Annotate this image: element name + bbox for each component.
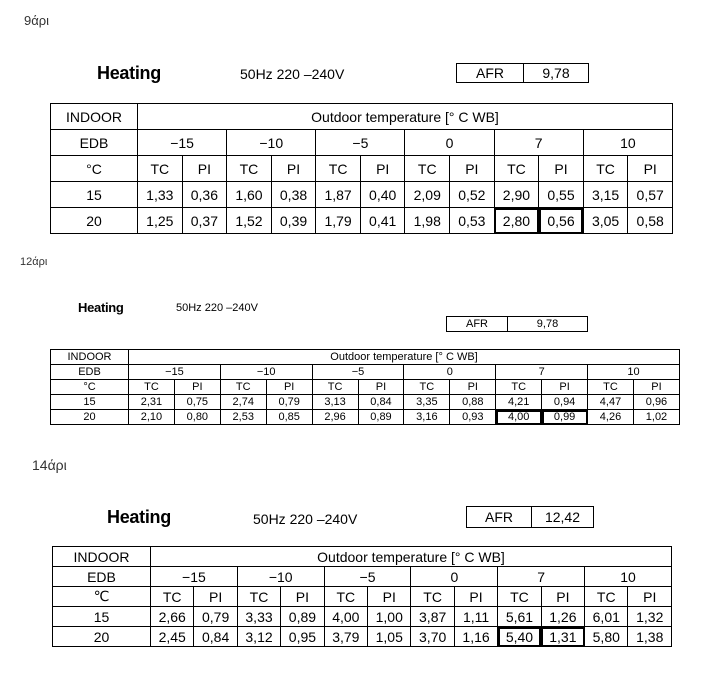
value-cell: 3,70 xyxy=(411,627,454,647)
value-cell: 2,53 xyxy=(220,410,266,425)
value-cell: 0,39 xyxy=(271,208,316,234)
value-cell: 0,95 xyxy=(281,627,324,647)
table-row xyxy=(51,410,680,425)
value-cell: 0,84 xyxy=(194,627,237,647)
edb-header: EDB xyxy=(51,130,138,156)
temp-header: 7 xyxy=(494,130,583,156)
value-cell: 5,80 xyxy=(585,627,628,647)
tc-header: TC xyxy=(324,587,367,607)
edb-header: EDB xyxy=(51,365,129,380)
value-cell: 3,16 xyxy=(404,410,450,425)
value-cell: 2,10 xyxy=(129,410,175,425)
value-cell: 5,61 xyxy=(498,607,541,627)
value-cell: 3,13 xyxy=(312,395,358,410)
value-cell: 1,11 xyxy=(454,607,497,627)
value-cell: 1,00 xyxy=(368,607,411,627)
value-cell: 2,31 xyxy=(129,395,175,410)
afr-value: 12,42 xyxy=(544,509,581,525)
tc-header: TC xyxy=(496,380,542,395)
value-cell: 0,79 xyxy=(266,395,312,410)
table-row xyxy=(53,627,672,647)
tc-header: TC xyxy=(498,587,541,607)
indoor-cell: 20 xyxy=(51,410,129,425)
highlighted-value-cell: 5,40 xyxy=(498,627,541,647)
value-cell: 0,55 xyxy=(539,182,584,208)
value-cell: 1,87 xyxy=(316,182,361,208)
value-cell: 0,96 xyxy=(633,395,679,410)
table-row xyxy=(51,208,673,234)
tc-header: TC xyxy=(129,380,175,395)
tcpi-row xyxy=(51,156,673,182)
temps-row xyxy=(51,130,673,156)
highlighted-value-cell: 4,00 xyxy=(496,410,542,425)
value-cell: 0,36 xyxy=(182,182,227,208)
value-cell: 0,53 xyxy=(450,208,495,234)
temp-header: 0 xyxy=(404,365,496,380)
tc-header: TC xyxy=(237,587,280,607)
temps-row xyxy=(53,567,672,587)
temp-header: −5 xyxy=(312,365,404,380)
section-label-9: 9άρι xyxy=(24,13,50,28)
tc-header: TC xyxy=(151,587,194,607)
value-cell: 2,66 xyxy=(151,607,194,627)
value-cell: 1,25 xyxy=(138,208,183,234)
highlighted-value-cell: 0,99 xyxy=(542,410,588,425)
unit-header: °C xyxy=(51,380,129,395)
afr-label: AFR xyxy=(457,64,524,82)
highlighted-value-cell: 0,56 xyxy=(539,208,584,234)
value-cell: 0,40 xyxy=(360,182,405,208)
value-cell: 1,26 xyxy=(541,607,584,627)
value-cell: 3,12 xyxy=(237,627,280,647)
afr-box xyxy=(446,316,588,332)
tc-header: TC xyxy=(588,380,634,395)
pi-header: PI xyxy=(450,156,495,182)
value-cell: 0,57 xyxy=(628,182,673,208)
unit-header: ℃ xyxy=(53,587,151,607)
afr-value: 9,78 xyxy=(536,318,559,330)
value-cell: 0,85 xyxy=(266,410,312,425)
value-cell: 0,93 xyxy=(450,410,496,425)
section-label-12: 12άρι xyxy=(20,256,48,268)
indoor-cell: 15 xyxy=(51,395,129,410)
power-spec: 50Hz 220 –240V xyxy=(253,511,358,527)
value-cell: 4,00 xyxy=(324,607,367,627)
temp-header: −15 xyxy=(151,567,238,587)
value-cell: 0,79 xyxy=(194,607,237,627)
highlighted-value-cell: 1,31 xyxy=(541,627,584,647)
pi-header: PI xyxy=(628,587,672,607)
afr-label: AFR xyxy=(447,317,508,331)
value-cell: 1,02 xyxy=(633,410,679,425)
value-cell: 0,58 xyxy=(628,208,673,234)
value-cell: 0,94 xyxy=(542,395,588,410)
table-header-row xyxy=(51,350,680,365)
pi-header: PI xyxy=(633,380,679,395)
value-cell: 4,21 xyxy=(496,395,542,410)
table-header-row xyxy=(51,104,673,130)
temp-header: 10 xyxy=(585,567,672,587)
table-header-row xyxy=(53,547,672,567)
indoor-cell: 15 xyxy=(51,182,138,208)
heating-title: Heating xyxy=(107,507,171,527)
unit-header: °C xyxy=(51,156,138,182)
value-cell: 3,15 xyxy=(583,182,628,208)
tc-header: TC xyxy=(411,587,454,607)
value-cell: 1,79 xyxy=(316,208,361,234)
value-cell: 1,05 xyxy=(368,627,411,647)
edb-header: EDB xyxy=(53,567,151,587)
tc-header: TC xyxy=(312,380,358,395)
outdoor-temp-header: Outdoor temperature [° C WB] xyxy=(129,350,680,365)
tc-header: TC xyxy=(585,587,628,607)
power-spec: 50Hz 220 –240V xyxy=(176,302,258,314)
indoor-cell: 20 xyxy=(53,627,151,647)
value-cell: 1,16 xyxy=(454,627,497,647)
value-cell: 0,84 xyxy=(358,395,404,410)
value-cell: 0,89 xyxy=(358,410,404,425)
tc-header: TC xyxy=(316,156,361,182)
afr-box xyxy=(456,63,589,83)
pi-header: PI xyxy=(360,156,405,182)
table-row xyxy=(51,182,673,208)
value-cell: 2,45 xyxy=(151,627,194,647)
value-cell: 1,52 xyxy=(227,208,272,234)
temp-header: −5 xyxy=(324,567,411,587)
temp-header: 0 xyxy=(411,567,498,587)
value-cell: 3,33 xyxy=(237,607,280,627)
value-cell: 1,32 xyxy=(628,607,672,627)
tc-header: TC xyxy=(227,156,272,182)
power-spec: 50Hz 220 –240V xyxy=(240,66,345,82)
tc-header: TC xyxy=(405,156,450,182)
temp-header: −15 xyxy=(138,130,227,156)
value-cell: 0,41 xyxy=(360,208,405,234)
indoor-header: INDOOR xyxy=(53,547,151,567)
value-cell: 2,09 xyxy=(405,182,450,208)
heating-table xyxy=(52,546,672,647)
value-cell: 0,80 xyxy=(174,410,220,425)
section-label-14: 14άρι xyxy=(32,457,67,473)
afr-box xyxy=(466,506,594,528)
value-cell: 3,05 xyxy=(583,208,628,234)
table-row xyxy=(51,395,680,410)
heating-table xyxy=(50,349,680,425)
pi-header: PI xyxy=(454,587,497,607)
value-cell: 0,37 xyxy=(182,208,227,234)
heating-title: Heating xyxy=(78,300,124,315)
value-cell: 3,87 xyxy=(411,607,454,627)
tcpi-row xyxy=(53,587,672,607)
indoor-cell: 15 xyxy=(53,607,151,627)
tcpi-row xyxy=(51,380,680,395)
pi-header: PI xyxy=(628,156,673,182)
value-cell: 2,74 xyxy=(220,395,266,410)
value-cell: 3,35 xyxy=(404,395,450,410)
pi-header: PI xyxy=(182,156,227,182)
pi-header: PI xyxy=(281,587,324,607)
value-cell: 4,26 xyxy=(588,410,634,425)
outdoor-temp-header: Outdoor temperature [° C WB] xyxy=(151,547,672,567)
afr-label: AFR xyxy=(467,507,532,527)
temp-header: −10 xyxy=(220,365,312,380)
value-cell: 1,60 xyxy=(227,182,272,208)
pi-header: PI xyxy=(271,156,316,182)
heating-title: Heating xyxy=(97,63,161,83)
pi-header: PI xyxy=(450,380,496,395)
tc-header: TC xyxy=(138,156,183,182)
value-cell: 1,38 xyxy=(628,627,672,647)
heating-table xyxy=(50,103,673,234)
value-cell: 0,88 xyxy=(450,395,496,410)
temp-header: −10 xyxy=(227,130,316,156)
pi-header: PI xyxy=(539,156,584,182)
value-cell: 1,98 xyxy=(405,208,450,234)
value-cell: 4,47 xyxy=(588,395,634,410)
pi-header: PI xyxy=(174,380,220,395)
temp-header: 7 xyxy=(496,365,588,380)
pi-header: PI xyxy=(266,380,312,395)
value-cell: 2,96 xyxy=(312,410,358,425)
value-cell: 0,38 xyxy=(271,182,316,208)
highlighted-value-cell: 2,80 xyxy=(494,208,539,234)
value-cell: 0,75 xyxy=(174,395,220,410)
pi-header: PI xyxy=(194,587,237,607)
pi-header: PI xyxy=(358,380,404,395)
pi-header: PI xyxy=(541,587,584,607)
table-row xyxy=(53,607,672,627)
value-cell: 6,01 xyxy=(585,607,628,627)
temp-header: 10 xyxy=(583,130,672,156)
temp-header: −15 xyxy=(129,365,221,380)
tc-header: TC xyxy=(404,380,450,395)
pi-header: PI xyxy=(368,587,411,607)
temp-header: −5 xyxy=(316,130,405,156)
outdoor-temp-header: Outdoor temperature [° C WB] xyxy=(138,104,673,130)
temp-header: 10 xyxy=(588,365,680,380)
tc-header: TC xyxy=(583,156,628,182)
value-cell: 1,33 xyxy=(138,182,183,208)
tc-header: TC xyxy=(494,156,539,182)
indoor-cell: 20 xyxy=(51,208,138,234)
temp-header: 0 xyxy=(405,130,494,156)
temp-header: −10 xyxy=(237,567,324,587)
indoor-header: INDOOR xyxy=(51,104,138,130)
indoor-header: INDOOR xyxy=(51,350,129,365)
value-cell: 0,89 xyxy=(281,607,324,627)
value-cell: 3,79 xyxy=(324,627,367,647)
value-cell: 2,90 xyxy=(494,182,539,208)
tc-header: TC xyxy=(220,380,266,395)
afr-value: 9,78 xyxy=(542,65,570,81)
temp-header: 7 xyxy=(498,567,585,587)
temps-row xyxy=(51,365,680,380)
value-cell: 0,52 xyxy=(450,182,495,208)
pi-header: PI xyxy=(542,380,588,395)
